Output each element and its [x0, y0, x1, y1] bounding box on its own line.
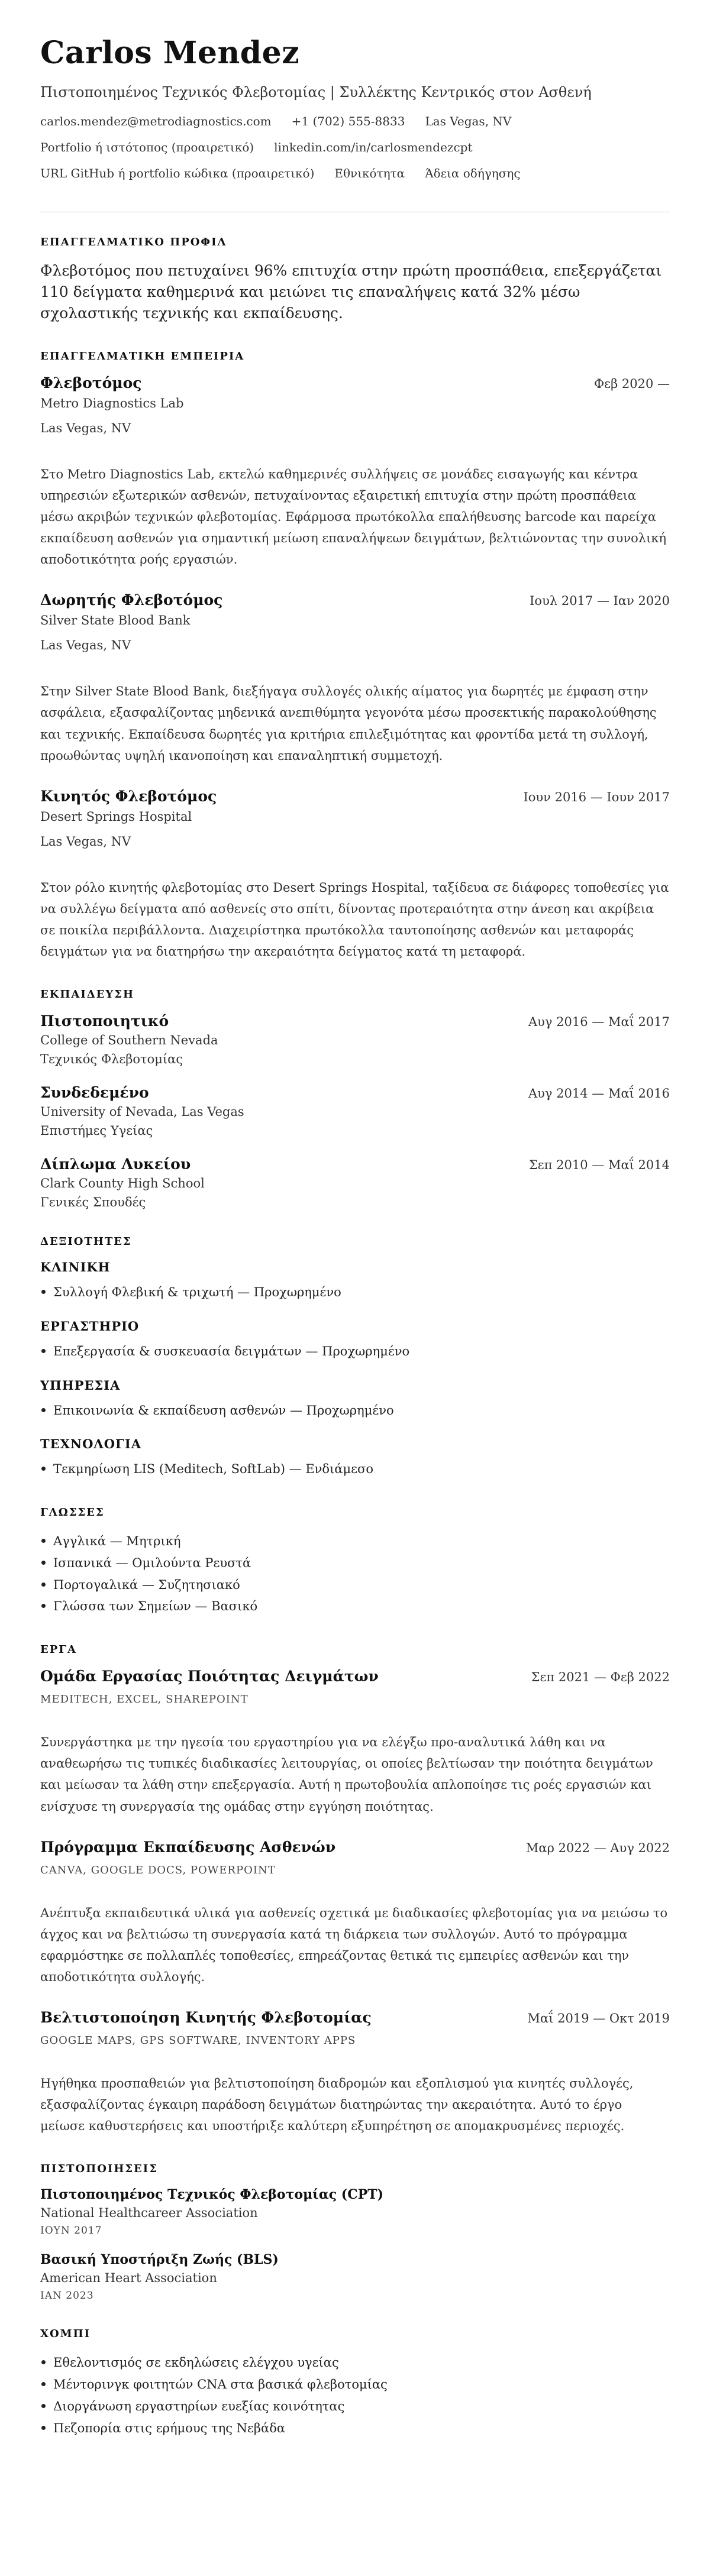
contact-row [40, 164, 670, 182]
language-item: Πορτογαλικά — Συζητησιακό [40, 1574, 670, 1596]
project-description: Ηγήθηκα προσπαθειών για βελτιστοποίηση διαδρομών και εξοπλισμού για κινητές συλλογές, εξασφαλίζοντας έγκαιρη παράδοση δειγμάτων διατηρώντας την ακεραιότητα. Αυτό το έργο μείωσε καθυστερήσεις και υποστήριξε καλύτερη εξυπηρέτηση σε απομακρυσμένες περιοχές. [40, 2076, 634, 2134]
section-title: ΓΛΩΣΣΕΣ [40, 1506, 105, 1519]
github-link[interactable]: URL GitHub ή portfolio κώδικα (προαιρετικό) [40, 166, 315, 180]
field-of-study: Τεχνικός Φλεβοτομίας [40, 1052, 183, 1067]
section-title: ΧΟΜΠΙ [40, 2328, 91, 2341]
project-dates: Μαΐ 2019 — Οκτ 2019 [527, 2011, 670, 2026]
education-dates: Αυγ 2016 — Μαΐ 2017 [528, 1015, 670, 1030]
project-dates: Σεπ 2021 — Φεβ 2022 [531, 1670, 670, 1685]
contact-row [40, 138, 670, 156]
job-dates: Ιουν 2016 — Ιουν 2017 [523, 789, 670, 804]
project-entry [40, 1668, 670, 1817]
education-entry [40, 1156, 670, 1209]
education-dates: Σεπ 2010 — Μαΐ 2014 [528, 1158, 670, 1173]
job-description: Στην Silver State Blood Bank, διεξήγαγα συλλογές ολικής αίματος για δωρητές με έμφαση στην ασφάλεια, εξασφαλίζοντας μηδενικά ανεπιθύμητα γεγονότα μέσω προσεκτικής παρακολούθησης και τεχνικής. Εκπαίδευσα δωρητές για κριτήρια επιλεξιμότητας και φροντίδα μετά τη συλλογή, προωθώντας υψηλή ικανοποίηση και επαναληπτική συμμετοχή. [40, 684, 657, 763]
candidate-headline: Πιστοποιημένος Τεχνικός Φλεβοτομίας | Συλλέκτης Κεντρικός στον Ασθενή [40, 83, 592, 101]
languages-section [40, 1506, 670, 1617]
driving-license-text: Άδεια οδήγησης [425, 166, 521, 180]
job-title: Κινητός Φλεβοτόμος [40, 787, 217, 805]
profile-summary: Φλεβοτόμος που πετυχαίνει 96% επιτυχία στην πρώτη προσπάθεια, επεξεργάζεται 110 δείγματα καθημερινά και μειώνει τις επαναλήψεις κατά 32% μέσω σχολαστικής τεχνικής και εκπαίδευσης. [40, 261, 662, 322]
certifications-section [40, 2163, 670, 2302]
skill-item: Συλλογή Φλεβική & τριχωτή — Προχωρημένο [40, 1281, 670, 1303]
project-dates: Μαρ 2022 — Αυγ 2022 [525, 1840, 670, 1855]
nationality-text: Εθνικότητα [334, 166, 405, 180]
job-title: Δωρητής Φλεβοτόμος [40, 591, 223, 609]
job-location: Las Vegas, NV [40, 638, 131, 653]
employer-name: Silver State Blood Bank [40, 613, 191, 628]
section-title: ΕΚΠΑΙΔΕΥΣΗ [40, 988, 135, 1001]
experience-entry [40, 374, 670, 571]
language-item: Ισπανικά — Ομιλούντα Ρευστά [40, 1552, 670, 1574]
job-dates: Φεβ 2020 — [593, 376, 670, 391]
certification-name: Βασική Υποστήριξη Ζωής (BLS) [40, 2252, 279, 2268]
linkedin-link[interactable]: linkedin.com/in/carlosmendezcpt [274, 140, 473, 154]
skills-section [40, 1235, 670, 1480]
projects-section [40, 1643, 670, 2137]
project-name: Ομάδα Εργασίας Ποιότητας Δειγμάτων [40, 1668, 379, 1685]
certification-entry [40, 2252, 670, 2302]
contact-row [40, 112, 670, 130]
project-entry [40, 2009, 670, 2137]
skill-item: Επικοινωνία & εκπαίδευση ασθενών — Προχωρημένο [40, 1400, 670, 1422]
job-title: Φλεβοτόμος [40, 374, 142, 391]
skill-item: Τεκμηρίωση LIS (Meditech, SoftLab) — Ενδιάμεσο [40, 1458, 670, 1480]
education-entry [40, 1012, 670, 1066]
certification-date: ΙΑΝ 2023 [40, 2290, 94, 2302]
project-entry [40, 1839, 670, 1988]
job-description: Στο Metro Diagnostics Lab, εκτελώ καθημερινές συλλήψεις σε μονάδες εισαγωγής και κέντρα υπηρεσιών εξωτερικών ασθενών, πετυχαίνοντας εξαιρετική επιτυχία στην πρώτη προσπάθεια μέσω ακριβών τεχνικών φλεβοτομίας. Εφάρμοσα πρωτόκολλα επαλήθευσης barcode και παρείχα εκπαίδευση ασθενών για σημαντική μείωση επαναλήψεων δειγμάτων, βελτιώνοντας την συνολική αποδοτικότητα ροής εργασιών. [40, 467, 667, 567]
phone-number[interactable]: +1 (702) 555-8833 [291, 114, 405, 128]
degree-title: Συνδεδεμένο [40, 1084, 149, 1102]
hobby-item: Διοργάνωση εργαστηρίων ευεξίας κοινότητας [40, 2396, 670, 2418]
profile-section [40, 236, 670, 324]
degree-title: Δίπλωμα Λυκείου [40, 1156, 191, 1173]
experience-entry [40, 591, 670, 766]
skill-category: ΕΡΓΑΣΤΗΡΙΟ [40, 1318, 140, 1334]
hobby-item: Εθελοντισμός σε εκδηλώσεις ελέγχου υγείας [40, 2352, 670, 2374]
language-item: Αγγλικά — Μητρική [40, 1530, 670, 1552]
certification-issuer: National Healthcareer Association [40, 2206, 258, 2221]
employer-name: Metro Diagnostics Lab [40, 396, 184, 410]
candidate-name: Carlos Mendez [40, 35, 300, 71]
section-title: ΕΠΑΓΓΕΛΜΑΤΙΚΗ ΕΜΠΕΙΡΙΑ [40, 349, 245, 363]
education-entry [40, 1084, 670, 1138]
certification-issuer: American Heart Association [40, 2271, 217, 2286]
hobby-item: Μέντορινγκ φοιτητών CNA στα βασικά φλεβοτομίας [40, 2374, 670, 2396]
portfolio-link[interactable]: Portfolio ή ιστότοπος (προαιρετικό) [40, 140, 254, 154]
skill-group [40, 1260, 670, 1303]
job-dates: Ιουλ 2017 — Ιαν 2020 [530, 594, 670, 609]
job-description: Στον ρόλο κινητής φλεβοτομίας στο Desert Springs Hospital, ταξίδευα σε διάφορες τοποθεσίες για να συλλέγω δείγματα από ασθενείς στο σπίτι, δίνοντας προτεραιότητα στην άνεση και ακρίβεια σε ποικίλα περιβάλλοντα. Διαχειρίστηκα πρωτόκολλα ταυτοποίησης ασθενών και μεταφοράς δειγμάτων για να διατηρήσω την ακεραιότητα δείγματος κατά τη μεταφορά. [40, 880, 669, 959]
section-title: ΠΙΣΤΟΠΟΙΗΣΕΙΣ [40, 2163, 158, 2176]
experience-section [40, 350, 670, 962]
job-location: Las Vegas, NV [40, 420, 131, 435]
skill-item: Επεξεργασία & συσκευασία δειγμάτων — Προχωρημένο [40, 1341, 670, 1363]
education-section [40, 988, 670, 1209]
field-of-study: Επιστήμες Υγείας [40, 1124, 153, 1138]
job-location: Las Vegas, NV [40, 834, 131, 849]
field-of-study: Γενικές Σπουδές [40, 1195, 146, 1210]
skill-group [40, 1319, 670, 1363]
project-tech: CANVA, GOOGLE DOCS, POWERPOINT [40, 1863, 276, 1876]
email-link[interactable]: carlos.mendez@metrodiagnostics.com [40, 114, 272, 128]
hobby-item: Πεζοπορία στις ερήμους της Νεβάδα [40, 2418, 670, 2439]
education-dates: Αυγ 2014 — Μαΐ 2016 [528, 1086, 670, 1101]
degree-title: Πιστοποιητικό [40, 1012, 169, 1030]
section-title: ΔΕΞΙΟΤΗΤΕΣ [40, 1235, 132, 1248]
certification-name: Πιστοποιημένος Τεχνικός Φλεβοτομίας (CPT) [40, 2187, 384, 2203]
skill-category: ΥΠΗΡΕΣΙΑ [40, 1377, 121, 1393]
project-name: Πρόγραμμα Εκπαίδευσης Ασθενών [40, 1838, 336, 1856]
school-name: University of Nevada, Las Vegas [40, 1105, 244, 1119]
resume-header [40, 35, 670, 182]
employer-name: Desert Springs Hospital [40, 809, 192, 824]
language-item: Γλώσσα των Σημείων — Βασικό [40, 1596, 670, 1617]
section-title: ΕΡΓΑ [40, 1643, 77, 1656]
school-name: College of Southern Nevada [40, 1033, 218, 1048]
certification-date: ΙΟΥΝ 2017 [40, 2225, 102, 2237]
project-tech: GOOGLE MAPS, GPS SOFTWARE, INVENTORY APPS [40, 2034, 356, 2047]
certification-entry [40, 2187, 670, 2237]
skill-group [40, 1378, 670, 1422]
skill-group [40, 1436, 670, 1480]
experience-entry [40, 788, 670, 962]
hobbies-section [40, 2328, 670, 2439]
project-tech: MEDITECH, EXCEL, SHAREPOINT [40, 1693, 248, 1706]
project-description: Συνεργάστηκα με την ηγεσία του εργαστηρίου για να ελέγξω προ-αναλυτικά λάθη και να αναθεωρήσω τις τυπικές διαδικασίες λειτουργίας, οι οποίες βελτίωσαν την ποιότητα δειγμάτων και μείωσαν τα λάθη στην επεξεργασία. Αυτή η πρωτοβουλία απλοποίησε τις ροές εργασιών και ενίσχυσε τη συνεργασία της ομάδας στην εγγύηση ποιότητας. [40, 1735, 653, 1814]
skill-category: ΚΛΙΝΙΚΗ [40, 1260, 111, 1275]
school-name: Clark County High School [40, 1176, 205, 1191]
section-title: ΕΠΑΓΓΕΛΜΑΤΙΚΟ ΠΡΟΦΙΛ [40, 235, 227, 248]
skill-category: ΤΕΧΝΟΛΟΓΙΑ [40, 1436, 142, 1452]
project-name: Βελτιστοποίηση Κινητής Φλεβοτομίας [40, 2009, 372, 2027]
location-text: Las Vegas, NV [425, 114, 512, 128]
project-description: Ανέπτυξα εκπαιδευτικά υλικά για ασθενείς σχετικά με διαδικασίες φλεβοτομίας για να μειώσω το άγχος και να βελτιώσω τη συνεργασία κατά τη διάρκεια των συλλογών. Αυτό το πρόγραμμα εφαρμόστηκε σε πολλαπλές τοποθεσίες, επηρεάζοντας θετικά τις εμπειρίες ασθενών και την αποδοτικότητα συλλογής. [40, 1905, 668, 1984]
